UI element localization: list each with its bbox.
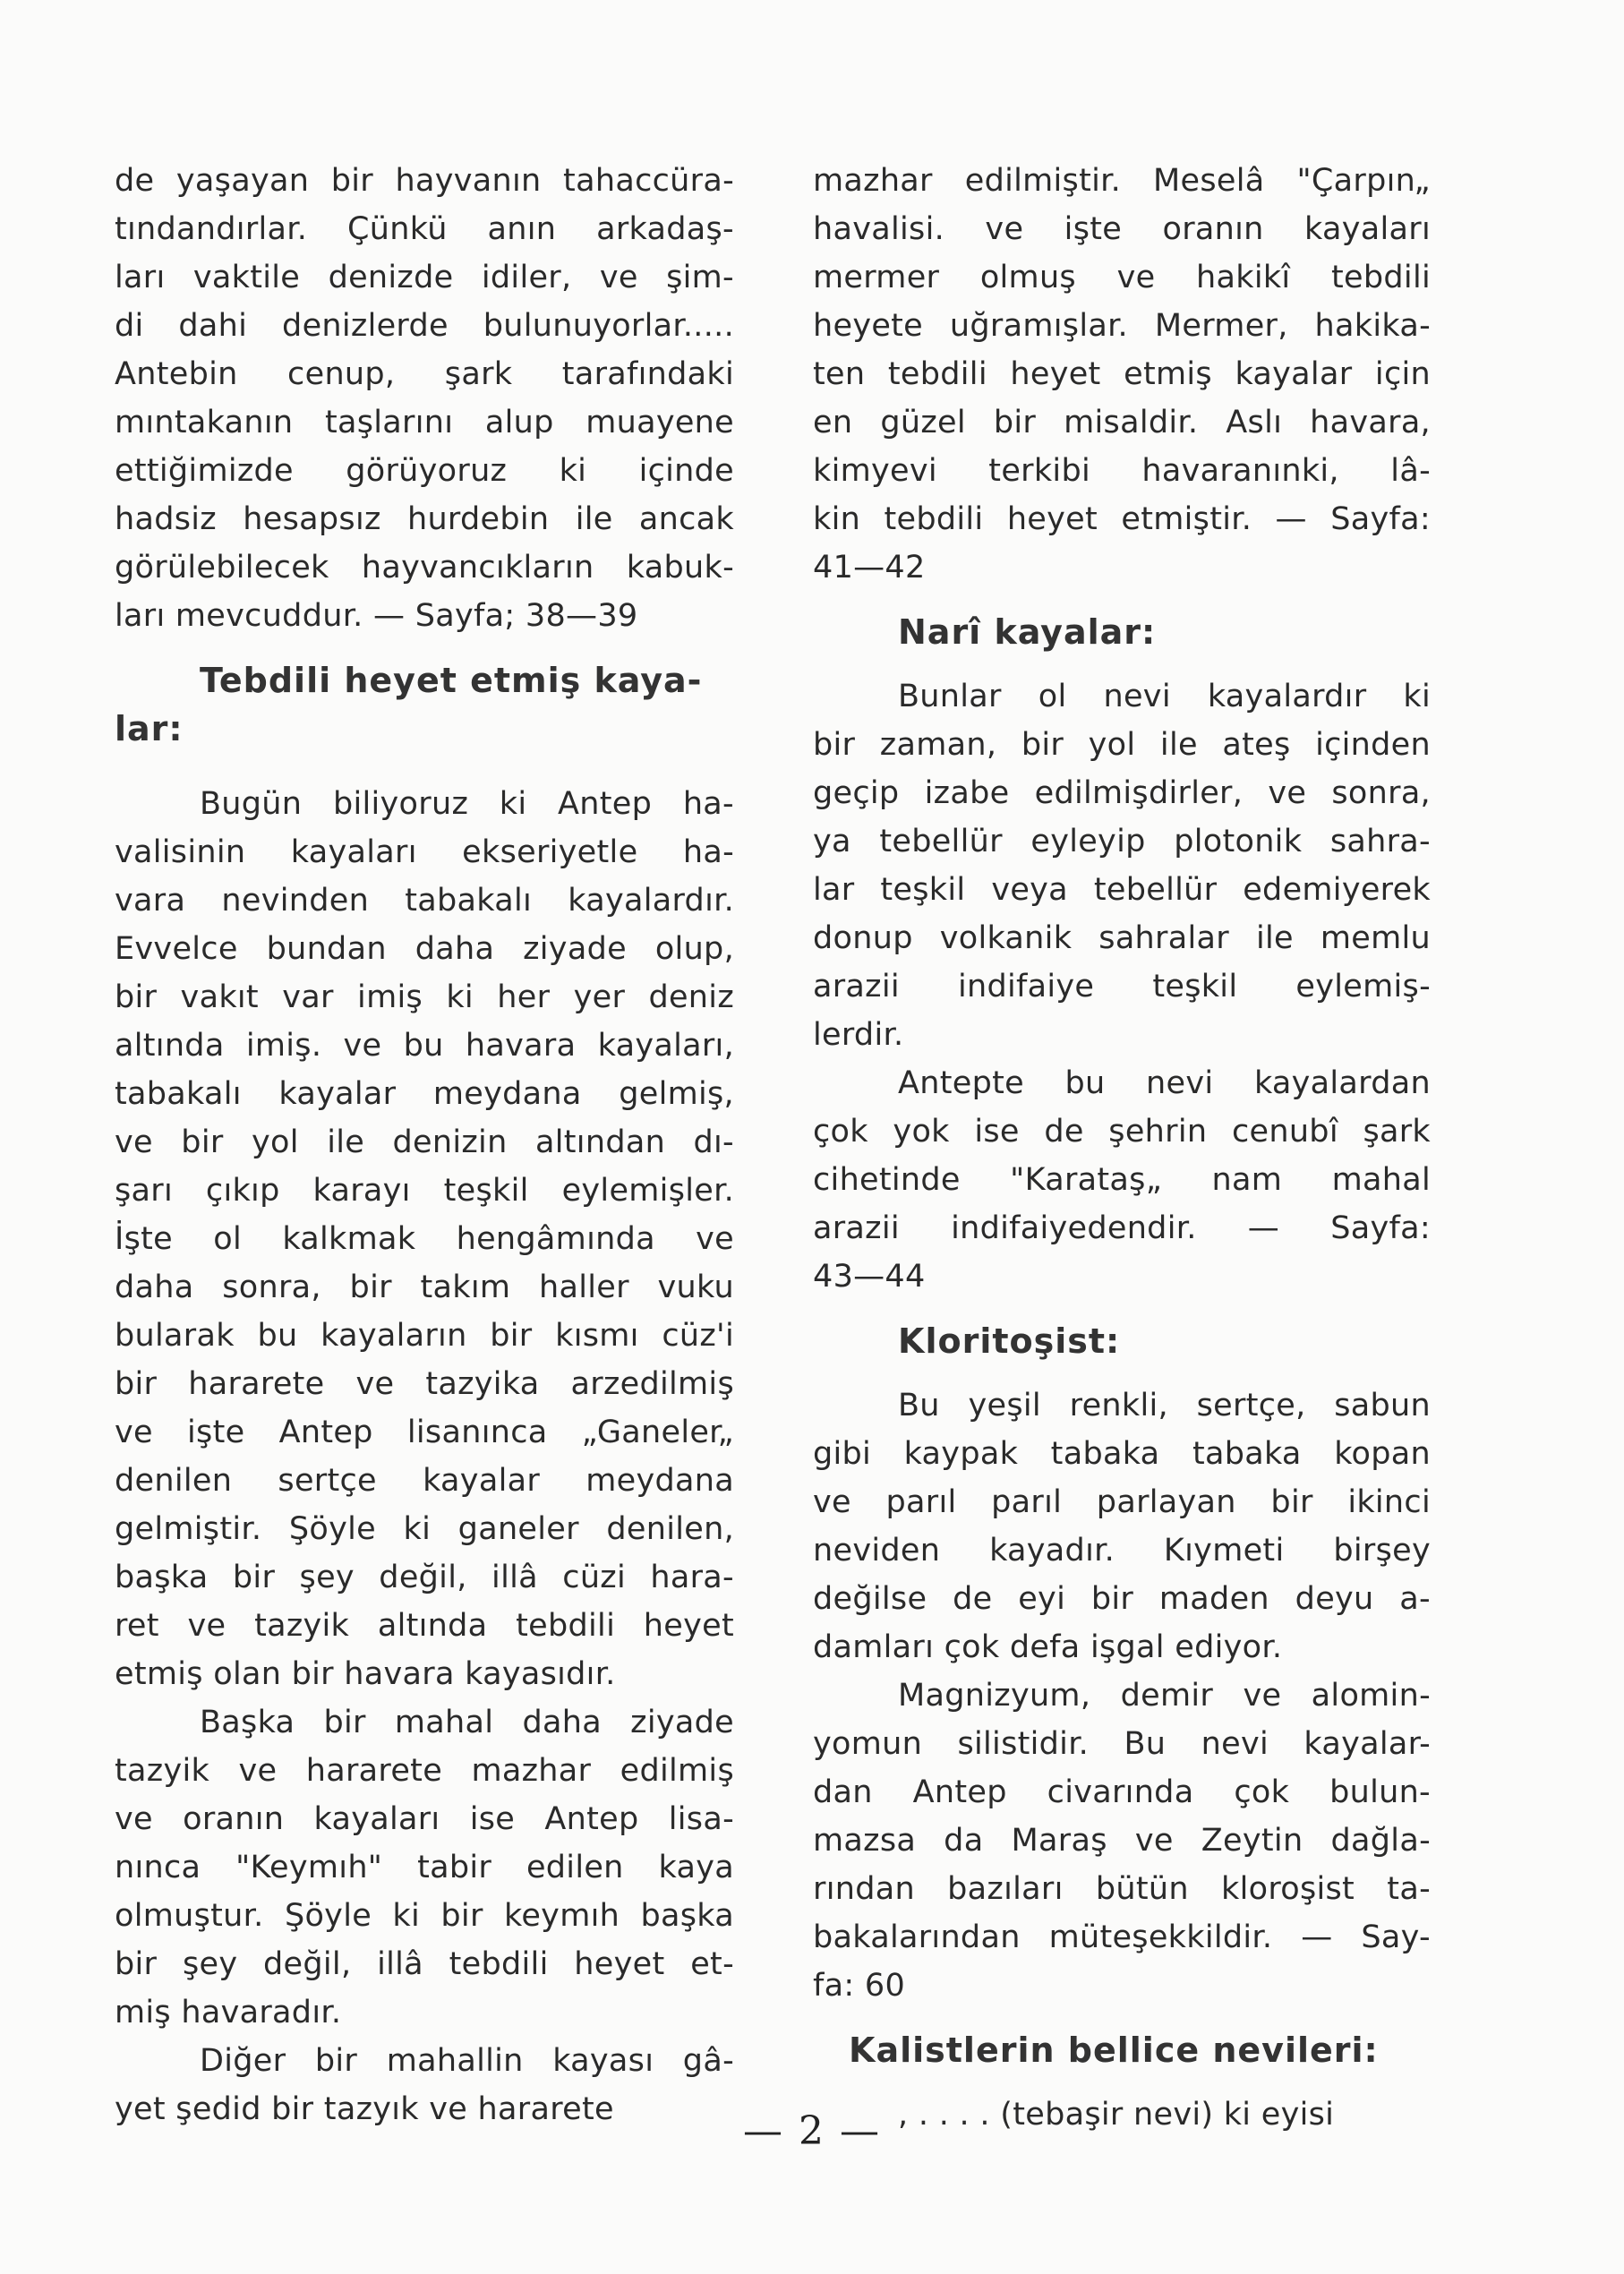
text-line: Bunlar ol nevi kayalardır ki bbox=[898, 679, 1431, 714]
heading-line: Tebdili heyet etmiş kaya- bbox=[200, 661, 703, 700]
text-line: rından bazıları bütün kloroşist ta- bbox=[813, 1871, 1431, 1907]
text-line: Antepte bu nevi kayalardan bbox=[898, 1065, 1431, 1101]
paragraph bbox=[813, 672, 1431, 1059]
section-heading-nari-kayalar: Narî kayalar: bbox=[898, 612, 1157, 652]
text-line: etmiş olan bir havara kayasıdır. bbox=[115, 1656, 616, 1692]
text-line: Başka bir mahal daha ziyade bbox=[200, 1705, 734, 1740]
text-line: çok yok ise de şehrin cenubî şark bbox=[813, 1114, 1431, 1150]
text-line: miş havaradır. bbox=[115, 1995, 342, 2030]
text-line: gelmiştir. Şöyle ki ganeler denilen, bbox=[115, 1511, 734, 1547]
text-line: Bu yeşil renkli, sertçe, sabun bbox=[898, 1388, 1431, 1423]
text-line: en güzel bir misaldir. Aslı havara, bbox=[813, 405, 1431, 440]
text-line: mermer olmuş ve hakikî tebdili bbox=[813, 260, 1431, 295]
text-line: ten tebdili heyet etmiş kayalar için bbox=[813, 356, 1431, 392]
text-line: mıntakanın taşlarını alup muayene bbox=[115, 405, 734, 440]
text-line: bir zaman, bir yol ile ateş içinden bbox=[813, 727, 1431, 763]
text-line: , . . . . (tebaşir nevi) ki eyisi bbox=[898, 2097, 1335, 2133]
text-line: görülebilecek hayvancıkların kabuk- bbox=[115, 550, 734, 586]
text-line: bularak bu kayaların bir kısmı cüz'i bbox=[115, 1318, 734, 1354]
text-line: bir şey değil, illâ tebdili heyet et- bbox=[115, 1946, 734, 1982]
text-line: ve bir yol ile denizin altından dı- bbox=[115, 1124, 734, 1160]
text-line: nınca "Keymıh" tabir edilen kaya bbox=[115, 1850, 734, 1885]
paragraph bbox=[115, 780, 734, 1698]
text-line: Bugün biliyoruz ki Antep ha- bbox=[200, 786, 734, 822]
text-line: yomun silistidir. Bu nevi kayalar- bbox=[813, 1726, 1431, 1762]
text-line: de yaşayan bir hayvanın tahaccüra- bbox=[115, 163, 734, 199]
text-line: bir vakıt var imiş ki her yer deniz bbox=[115, 979, 734, 1015]
section-heading-kloritosist: Kloritoşist: bbox=[898, 1321, 1121, 1361]
text-line: mazhar edilmiştir. Meselâ "Çarpın„ bbox=[813, 163, 1431, 199]
paragraph bbox=[813, 1059, 1431, 1301]
text-line: donup volkanik sahralar ile memlu bbox=[813, 920, 1431, 956]
section-heading-kalistler: Kalistlerin bellice nevileri: bbox=[849, 2030, 1379, 2070]
text-line: lerdir. bbox=[813, 1017, 904, 1053]
text-line: değilse de eyi bir maden deyu a- bbox=[813, 1581, 1431, 1617]
text-line: yet şedid bir tazyık ve hararete bbox=[115, 2091, 614, 2127]
paragraph bbox=[813, 1381, 1431, 1671]
text-line: denilen sertçe kayalar meydana bbox=[115, 1463, 734, 1499]
text-line: Evvelce bundan daha ziyade olup, bbox=[115, 931, 734, 967]
text-line: daha sonra, bir takım haller vuku bbox=[115, 1270, 734, 1305]
text-line: ları mevcuddur. — Sayfa; 38—39 bbox=[115, 598, 638, 634]
left-column bbox=[115, 157, 734, 2133]
page-number: — 2 — bbox=[743, 2108, 881, 2154]
text-line: olmuştur. Şöyle ki bir keymıh başka bbox=[115, 1898, 734, 1934]
text-line: ve parıl parıl parlayan bir ikinci bbox=[813, 1484, 1431, 1520]
text-line: gibi kaypak tabaka tabaka kopan bbox=[813, 1436, 1431, 1472]
text-line: İşte ol kalkmak hengâmında ve bbox=[115, 1221, 734, 1257]
text-line: hadsiz hesapsız hurdebin ile ancak bbox=[115, 501, 734, 537]
text-line: neviden kayadır. Kıymeti birşey bbox=[813, 1533, 1431, 1569]
text-line: bakalarından müteşekkildir. — Say- bbox=[813, 1919, 1431, 1955]
text-line: Diğer bir mahallin kayası gâ- bbox=[200, 2043, 734, 2079]
text-line: arazii indifaiyedendir. — Sayfa: bbox=[813, 1210, 1431, 1246]
text-line: dan Antep civarında çok bulun- bbox=[813, 1774, 1431, 1810]
text-line: arazii indifaiye teşkil eylemiş- bbox=[813, 969, 1431, 1004]
text-line: di dahi denizlerde bulunuyorlar..... bbox=[115, 308, 734, 344]
text-line: ları vaktile denizde idiler, ve şim- bbox=[115, 260, 734, 295]
text-line: kin tebdili heyet etmiştir. — Sayfa: bbox=[813, 501, 1431, 537]
paragraph bbox=[813, 1671, 1431, 2010]
text-line: ya tebellür eyleyip plotonik sahra- bbox=[813, 824, 1431, 859]
text-line: cihetinde "Karataş„ nam mahal bbox=[813, 1162, 1431, 1198]
text-line: ret ve tazyik altında tebdili heyet bbox=[115, 1608, 734, 1644]
text-line: Magnizyum, demir ve alomin- bbox=[898, 1678, 1431, 1714]
text-line: Antebin cenup, şark tarafındaki bbox=[115, 356, 734, 392]
paragraph bbox=[813, 157, 1431, 592]
text-line: altında imiş. ve bu havara kayaları, bbox=[115, 1028, 734, 1064]
right-column bbox=[813, 157, 1431, 2139]
section-heading-tebdili-heyet bbox=[115, 656, 734, 753]
text-line: lar teşkil veya tebellür edemiyerek bbox=[813, 872, 1431, 908]
text-line: ve oranın kayaları ise Antep lisa- bbox=[115, 1801, 734, 1837]
text-line: başka bir şey değil, illâ cüzi hara- bbox=[115, 1560, 734, 1595]
text-line: 41—42 bbox=[813, 550, 926, 586]
text-line: mazsa da Maraş ve Zeytin dağla- bbox=[813, 1823, 1431, 1859]
heading-line: lar: bbox=[115, 709, 184, 748]
text-line: bir hararete ve tazyika arzedilmiş bbox=[115, 1366, 734, 1402]
text-line: ettiğimizde görüyoruz ki içinde bbox=[115, 453, 734, 489]
text-line: valisinin kayaları ekseriyetle ha- bbox=[115, 834, 734, 870]
text-line: vara nevinden tabakalı kayalardır. bbox=[115, 883, 734, 919]
paragraph bbox=[115, 1698, 734, 2037]
text-line: fa: 60 bbox=[813, 1968, 906, 2004]
text-line: heyete uğramışlar. Mermer, hakika- bbox=[813, 308, 1431, 344]
text-line: şarı çıkıp karayı teşkil eylemişler. bbox=[115, 1173, 734, 1209]
text-line: tazyik ve hararete mazhar edilmiş bbox=[115, 1753, 734, 1789]
text-line: kimyevi terkibi havaranınki, lâ- bbox=[813, 453, 1431, 489]
text-line: tabakalı kayalar meydana gelmiş, bbox=[115, 1076, 734, 1112]
text-line: geçip izabe edilmişdirler, ve sonra, bbox=[813, 775, 1431, 811]
text-line: 43—44 bbox=[813, 1259, 926, 1295]
text-line: damları çok defa işgal ediyor. bbox=[813, 1629, 1283, 1665]
text-line: ve işte Antep lisanınca „Ganeler„ bbox=[115, 1415, 734, 1450]
text-line: havalisi. ve işte oranın kayaları bbox=[813, 211, 1431, 247]
paragraph bbox=[115, 157, 734, 640]
text-line: tındandırlar. Çünkü anın arkadaş- bbox=[115, 211, 734, 247]
